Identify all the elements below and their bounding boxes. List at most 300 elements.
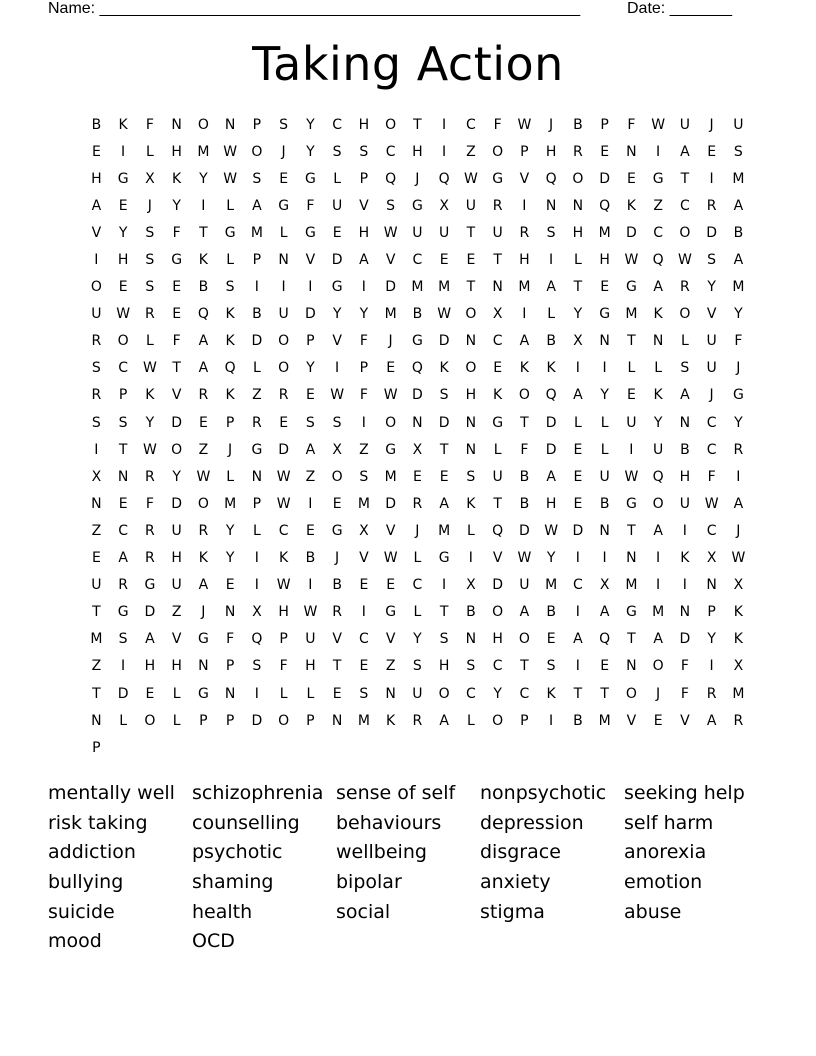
word-list-item: seeking help [624, 782, 745, 804]
grid-letter: J [656, 685, 661, 702]
grid-letter: B [733, 224, 744, 241]
grid-letter: E [386, 360, 396, 377]
grid-letter: O [492, 604, 504, 621]
grid-letter: R [252, 414, 262, 431]
grid-letter: S [305, 414, 315, 431]
grid-letter: B [519, 468, 530, 485]
grid-letter: F [493, 116, 502, 133]
grid-letter: T [627, 333, 636, 350]
grid-letter: K [546, 685, 556, 702]
grid-letter: W [677, 252, 692, 269]
grid-letter: K [626, 197, 636, 214]
grid-letter: W [383, 550, 398, 567]
grid-letter: R [145, 306, 155, 323]
grid-letter: T [332, 658, 342, 675]
grid-letter: D [331, 252, 343, 269]
grid-letter: G [411, 197, 423, 214]
grid-letter: Y [707, 631, 716, 648]
grid-letter: I [575, 658, 580, 675]
grid-letter: L [466, 522, 475, 539]
grid-letter: Y [413, 631, 422, 648]
grid-letter: B [332, 577, 342, 594]
grid-letter: R [145, 468, 155, 485]
word-list-item: emotion [624, 871, 703, 894]
grid-letter: T [493, 495, 502, 512]
grid-letter: N [652, 333, 664, 350]
grid-letter: L [226, 468, 235, 485]
grid-letter: N [626, 143, 637, 160]
grid-letter: D [385, 279, 397, 296]
grid-letter: L [252, 360, 261, 377]
grid-letter: E [412, 468, 422, 485]
grid-letter: I [656, 143, 661, 160]
grid-letter: T [118, 441, 128, 458]
grid-letter: I [308, 495, 313, 512]
word-list-item: depression [480, 811, 584, 834]
grid-letter: N [626, 658, 637, 675]
grid-letter: U [91, 306, 102, 323]
grid-letter: Z [171, 604, 182, 621]
grid-letter: I [602, 360, 607, 377]
grid-letter: O [197, 116, 209, 133]
grid-letter: E [332, 224, 342, 241]
grid-letter: M [384, 306, 397, 323]
grid-letter: W [437, 306, 452, 323]
word-list-item: psychotic [192, 841, 283, 864]
grid-letter: L [547, 306, 556, 323]
grid-letter: T [573, 279, 583, 296]
grid-letter: V [359, 550, 369, 567]
grid-letter: H [412, 143, 423, 160]
grid-letter: W [303, 604, 318, 621]
word-list-item: sense of self [336, 782, 456, 804]
grid-letter: N [706, 577, 717, 594]
grid-letter: M [598, 224, 611, 241]
grid-letter: U [733, 116, 744, 133]
grid-letter: Z [466, 143, 476, 160]
grid-letter: L [226, 197, 235, 214]
grid-letter: T [92, 604, 101, 621]
grid-letter: X [145, 170, 155, 187]
grid-letter: O [90, 279, 102, 296]
grid-letter: Q [197, 306, 209, 323]
grid-letter: A [198, 360, 209, 377]
grid-letter: E [466, 252, 476, 269]
grid-letter: F [627, 116, 636, 133]
grid-letter: J [736, 360, 741, 377]
grid-letter: B [546, 333, 556, 350]
grid-letter: C [706, 522, 717, 539]
grid-letter: O [518, 387, 530, 404]
grid-letter: S [225, 279, 235, 296]
grid-letter: D [385, 495, 397, 512]
grid-letter: T [413, 116, 422, 133]
grid-letter: X [332, 441, 342, 458]
grid-letter: A [573, 387, 583, 404]
grid-letter: K [733, 604, 743, 621]
grid-letter: I [682, 522, 687, 539]
grid-letter: O [278, 712, 290, 729]
name-field-label: Name: ______________________________________________________ [48, 0, 581, 17]
grid-letter: Y [306, 116, 315, 133]
word-list-item: bullying [48, 871, 124, 894]
grid-letter: M [438, 279, 451, 296]
grid-letter: A [439, 495, 449, 512]
grid-letter: Z [305, 468, 316, 485]
grid-letter: C [118, 360, 129, 377]
grid-letter: M [250, 224, 263, 241]
grid-letter: T [466, 279, 476, 296]
grid-letter: Q [438, 170, 450, 187]
word-list-item: wellbeing [336, 841, 427, 864]
grid-letter: F [306, 197, 315, 214]
grid-letter: F [680, 658, 689, 675]
grid-letter: O [492, 712, 504, 729]
grid-letter: Q [652, 468, 664, 485]
grid-letter: E [305, 387, 315, 404]
grid-letter: W [330, 387, 345, 404]
grid-letter: I [522, 197, 527, 214]
grid-letter: V [492, 550, 503, 567]
grid-letter: I [442, 116, 447, 133]
grid-letter: O [438, 685, 450, 702]
grid-letter: Y [145, 414, 155, 431]
grid-letter: S [466, 468, 476, 485]
grid-letter: K [198, 252, 208, 269]
grid-letter: R [278, 387, 289, 404]
grid-letter: F [172, 333, 181, 350]
grid-letter: M [438, 522, 451, 539]
grid-letter: N [385, 685, 396, 702]
grid-letter: B [519, 495, 530, 512]
grid-letter: Q [545, 170, 557, 187]
grid-letter: O [144, 712, 156, 729]
grid-letter: B [573, 712, 583, 729]
grid-letter: J [709, 387, 714, 404]
grid-letter: R [706, 197, 717, 214]
grid-letter: M [652, 604, 665, 621]
grid-letter: N [492, 279, 503, 296]
grid-letter: W [196, 468, 211, 485]
grid-letter: O [652, 495, 664, 512]
grid-letter: P [520, 712, 529, 729]
grid-letter: N [171, 116, 182, 133]
grid-letter: A [252, 197, 262, 214]
grid-letter: A [145, 631, 155, 648]
grid-letter: Y [172, 197, 181, 214]
grid-letter: N [465, 333, 477, 350]
grid-letter: I [602, 550, 607, 567]
grid-letter: D [492, 577, 504, 594]
grid-letter: K [225, 333, 235, 350]
grid-letter: E [91, 143, 101, 160]
grid-letter: I [442, 143, 447, 160]
grid-letter: G [599, 306, 611, 323]
grid-letter: I [575, 604, 580, 621]
grid-letter: D [679, 631, 691, 648]
grid-letter: S [118, 414, 128, 431]
grid-letter: H [144, 658, 156, 675]
grid-letter: L [680, 333, 689, 350]
grid-letter: Z [91, 658, 102, 675]
grid-letter: L [493, 441, 502, 458]
grid-letter: C [465, 116, 476, 133]
grid-letter: L [172, 685, 181, 702]
grid-letter: W [544, 522, 559, 539]
grid-letter: I [121, 658, 126, 675]
grid-letter: I [254, 577, 259, 594]
grid-letter: N [91, 712, 102, 729]
grid-letter: A [653, 631, 663, 648]
grid-letter: C [519, 685, 530, 702]
grid-letter: J [147, 197, 152, 214]
grid-letter: V [385, 522, 396, 539]
grid-letter: F [279, 658, 288, 675]
grid-letter: A [546, 468, 556, 485]
grid-letter: E [626, 170, 636, 187]
grid-letter: W [704, 495, 719, 512]
grid-letter: H [91, 170, 102, 187]
grid-letter: N [224, 604, 236, 621]
grid-letter: C [679, 197, 690, 214]
grid-letter: M [598, 712, 611, 729]
grid-letter: P [306, 333, 315, 350]
grid-letter: M [732, 685, 745, 702]
grid-letter: B [305, 550, 316, 567]
grid-letter: A [519, 333, 530, 350]
grid-letter: X [359, 522, 369, 539]
grid-letter: I [629, 441, 634, 458]
grid-letter: H [492, 631, 503, 648]
grid-letter: R [412, 712, 423, 729]
word-list-item: anorexia [624, 841, 707, 864]
grid-letter: C [278, 522, 289, 539]
grid-letter: I [575, 360, 580, 377]
grid-letter: U [706, 360, 717, 377]
grid-letter: V [519, 170, 530, 187]
grid-letter: K [680, 550, 690, 567]
grid-letter: E [439, 252, 449, 269]
grid-letter: F [172, 224, 181, 241]
grid-letter: I [94, 441, 99, 458]
grid-letter: V [171, 387, 182, 404]
grid-letter: H [438, 658, 450, 675]
grid-letter: W [276, 577, 291, 594]
grid-letter: M [90, 631, 103, 648]
grid-letter: E [386, 577, 396, 594]
grid-letter: S [412, 658, 422, 675]
grid-letter: J [201, 604, 206, 621]
grid-letter: I [682, 577, 687, 594]
grid-letter: A [733, 252, 744, 269]
grid-letter: P [118, 387, 128, 404]
grid-letter: D [438, 333, 450, 350]
grid-letter: C [653, 224, 664, 241]
grid-letter: V [680, 712, 690, 729]
grid-letter: E [172, 279, 182, 296]
grid-letter: M [545, 577, 558, 594]
grid-letter: R [706, 685, 717, 702]
grid-letter: N [465, 631, 477, 648]
grid-letter: R [91, 387, 102, 404]
grid-letter: F [226, 631, 235, 648]
grid-letter: N [465, 414, 477, 431]
grid-letter: D [411, 387, 423, 404]
grid-letter: S [332, 143, 342, 160]
grid-letter: A [680, 387, 690, 404]
grid-letter: O [117, 333, 129, 350]
word-list-item: suicide [48, 900, 115, 923]
grid-letter: W [142, 441, 157, 458]
grid-letter: U [492, 468, 503, 485]
grid-letter: G [304, 224, 316, 241]
grid-letter: C [572, 577, 583, 594]
grid-letter: M [732, 279, 745, 296]
grid-letter: I [709, 658, 714, 675]
grid-letter: D [144, 604, 156, 621]
grid-letter: C [706, 414, 717, 431]
grid-letter: H [545, 143, 557, 160]
grid-letter: D [251, 712, 263, 729]
word-list-item: nonpsychotic [480, 782, 607, 804]
grid-letter: G [144, 577, 156, 594]
grid-letter: D [706, 224, 718, 241]
grid-letter: P [225, 658, 235, 675]
grid-letter: U [332, 197, 343, 214]
grid-letter: Y [359, 306, 369, 323]
grid-letter: X [706, 550, 717, 567]
grid-letter: G [385, 604, 397, 621]
grid-letter: H [117, 252, 129, 269]
grid-letter: Y [118, 224, 128, 241]
grid-letter: O [385, 116, 397, 133]
grid-letter: V [305, 252, 316, 269]
grid-letter: O [625, 685, 637, 702]
grid-letter: E [118, 197, 128, 214]
grid-letter: E [305, 522, 315, 539]
grid-letter: S [145, 252, 155, 269]
grid-letter: Y [332, 306, 342, 323]
grid-letter: U [492, 224, 503, 241]
grid-letter: J [415, 170, 420, 187]
grid-letter: M [197, 143, 210, 160]
grid-letter: L [600, 441, 609, 458]
grid-letter: E [493, 360, 503, 377]
grid-letter: T [680, 170, 690, 187]
grid-letter: R [412, 495, 423, 512]
grid-letter: D [117, 685, 129, 702]
grid-letter: H [465, 387, 477, 404]
grid-letter: K [653, 306, 663, 323]
grid-letter: M [518, 279, 531, 296]
grid-letter: K [546, 360, 556, 377]
grid-letter: O [465, 360, 477, 377]
grid-letter: C [706, 441, 717, 458]
grid-letter: V [706, 306, 717, 323]
grid-letter: W [624, 468, 639, 485]
grid-letter: C [118, 522, 129, 539]
grid-letter: R [91, 333, 102, 350]
grid-letter: J [415, 522, 420, 539]
grid-letter: G [304, 170, 316, 187]
grid-letter: T [466, 224, 476, 241]
grid-letter: N [465, 441, 477, 458]
grid-letter: O [572, 170, 584, 187]
grid-letter: F [734, 333, 743, 350]
grid-letter: I [94, 252, 99, 269]
grid-letter: J [549, 116, 554, 133]
grid-letter: H [599, 252, 610, 269]
grid-letter: N [572, 197, 584, 214]
grid-letter: S [279, 116, 289, 133]
grid-letter: K [172, 170, 182, 187]
grid-letter: S [466, 658, 476, 675]
grid-letter: Y [734, 414, 743, 431]
grid-letter: G [251, 441, 263, 458]
grid-letter: O [679, 306, 691, 323]
grid-letter: Y [306, 360, 315, 377]
grid-letter: L [145, 143, 154, 160]
grid-letter: I [201, 197, 206, 214]
grid-letter: Q [224, 360, 236, 377]
grid-letter: K [493, 387, 503, 404]
grid-letter: M [224, 495, 237, 512]
grid-letter: L [145, 333, 154, 350]
grid-letter: O [278, 333, 290, 350]
grid-letter: C [492, 333, 503, 350]
grid-letter: R [332, 604, 342, 621]
grid-letter: T [439, 604, 449, 621]
grid-letter: H [171, 143, 182, 160]
grid-letter: R [733, 441, 744, 458]
grid-letter: T [573, 685, 583, 702]
grid-letter: K [198, 550, 208, 567]
grid-letter: W [223, 143, 238, 160]
grid-letter: S [546, 224, 556, 241]
grid-letter: I [361, 414, 366, 431]
grid-letter: U [412, 224, 423, 241]
grid-letter: X [573, 333, 583, 350]
grid-letter: A [519, 604, 530, 621]
grid-letter: R [492, 197, 503, 214]
grid-letter: G [171, 252, 183, 269]
grid-letter: Y [306, 143, 315, 160]
grid-letter: D [171, 495, 183, 512]
grid-letter: C [412, 252, 423, 269]
grid-letter: G [385, 441, 397, 458]
grid-letter: P [252, 495, 262, 512]
grid-letter: J [388, 333, 393, 350]
word-list-item: OCD [192, 930, 235, 953]
grid-letter: I [522, 306, 527, 323]
grid-letter: G [492, 170, 504, 187]
grid-letter: E [546, 631, 556, 648]
grid-letter: A [733, 197, 744, 214]
grid-letter: U [171, 577, 182, 594]
date-field-label: Date: _______ [627, 0, 732, 17]
grid-letter: G [411, 333, 423, 350]
grid-letter: W [463, 170, 478, 187]
grid-letter: S [680, 360, 690, 377]
grid-letter: M [625, 577, 638, 594]
grid-letter: G [197, 685, 209, 702]
grid-letter: L [252, 522, 261, 539]
grid-letter: A [91, 197, 102, 214]
grid-letter: Q [251, 631, 263, 648]
grid-letter: Q [385, 170, 397, 187]
grid-letter: W [383, 224, 398, 241]
grid-letter: Q [492, 522, 504, 539]
